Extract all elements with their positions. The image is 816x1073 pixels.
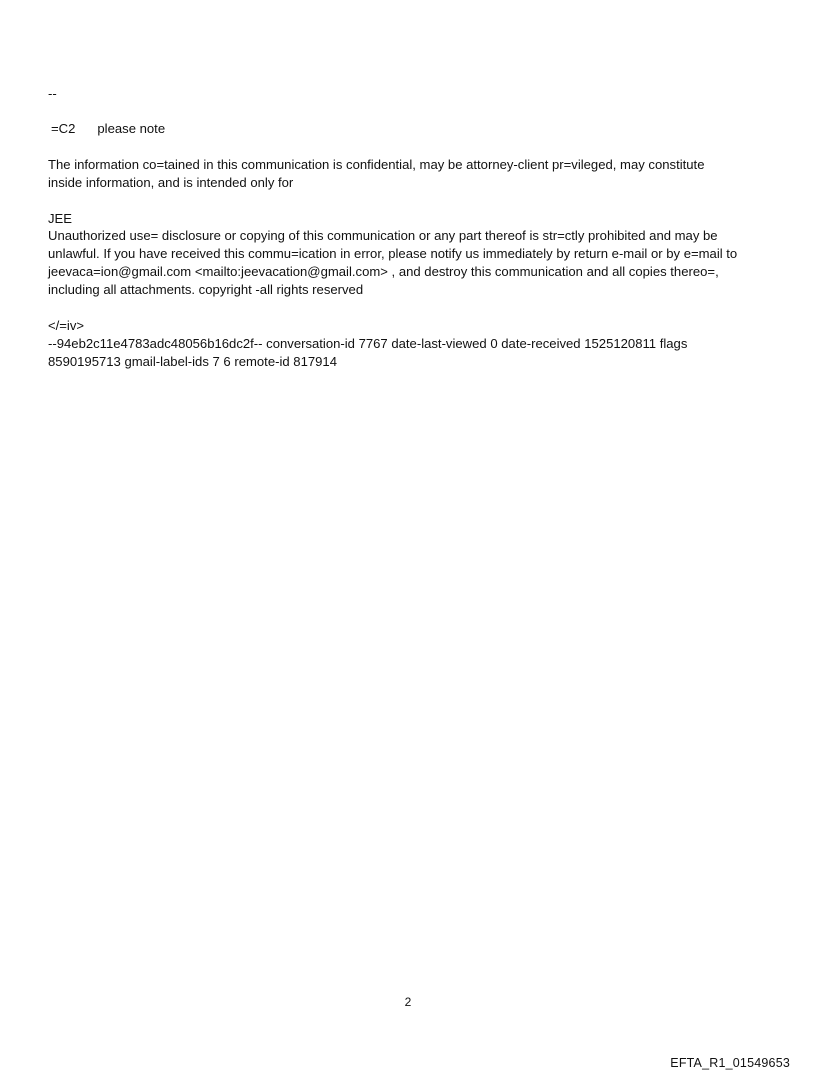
unauthorized-line-4: including all attachments. copyright -all rights reserved xyxy=(48,282,364,297)
unauthorized-line-2: unlawful. If you have received this commu=ication in error, please notify us immediately by return e-mail or by e=mail to xyxy=(48,246,738,261)
metadata-line-2: 8590195713 gmail-label-ids 7 6 remote-id 817914 xyxy=(48,354,337,369)
note-text: please note xyxy=(97,121,166,136)
page-number: 2 xyxy=(404,995,412,1009)
note-prefix: =C2 xyxy=(51,121,76,136)
document-id: EFTA_R1_01549653 xyxy=(670,1056,790,1070)
metadata-line-1: --94eb2c11e4783adc48056b16dc2f-- conversation-id 7767 date-last-viewed 0 date-received 1525120811 flags xyxy=(48,336,688,351)
note-line xyxy=(51,120,165,138)
closing-tag: </=iv> xyxy=(48,318,85,333)
unauthorized-line-3: jeevaca=ion@gmail.com <mailto:jeevacation@gmail.com> , and destroy this communication and all copies thereo=, xyxy=(48,264,719,279)
confidentiality-line-1: The information co=tained in this communication is confidential, may be attorney-client pr=vileged, may constitute xyxy=(48,157,705,172)
unauthorized-line-1: Unauthorized use= disclosure or copying of this communication or any part thereof is str=ctly prohibited and may be xyxy=(48,228,718,243)
confidentiality-line-2: inside information, and is intended only for xyxy=(48,175,294,190)
sender-initials: JEE xyxy=(48,211,73,226)
separator-line: -- xyxy=(48,86,57,101)
